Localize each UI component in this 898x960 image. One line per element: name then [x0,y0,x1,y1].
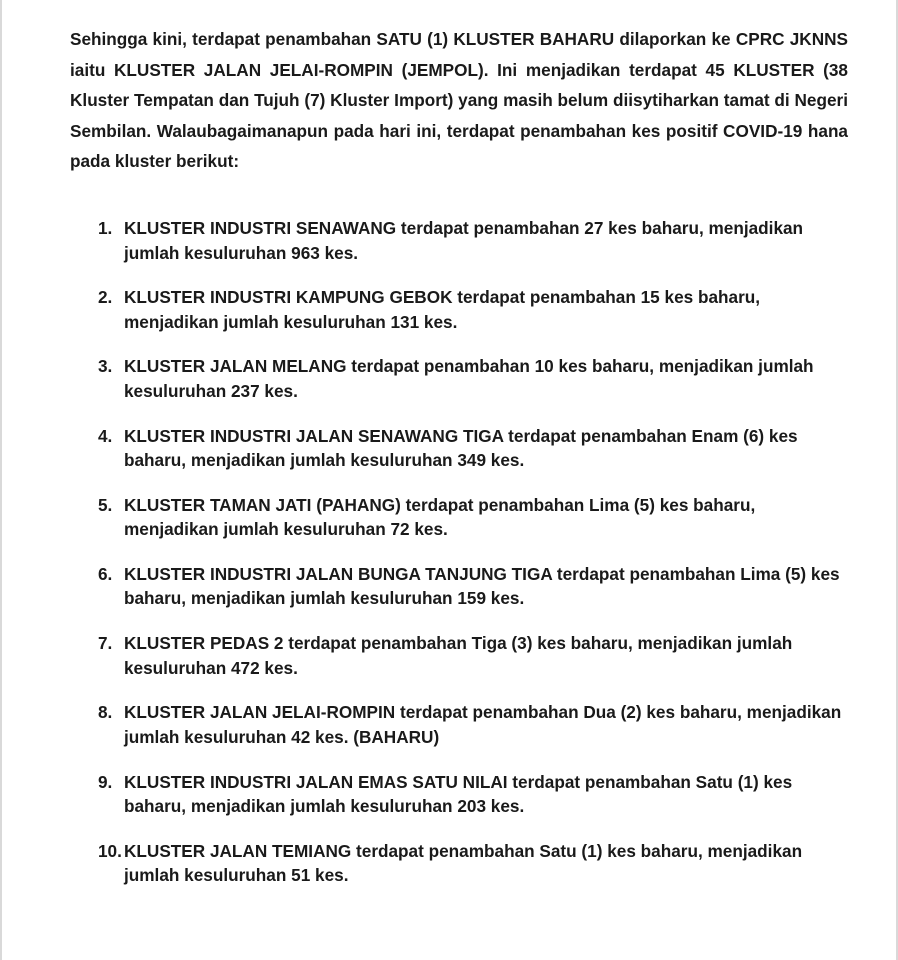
list-item-text: KLUSTER INDUSTRI SENAWANG terdapat penambahan 27 kes baharu, menjadikan jumlah kesuluruhan 963 kes. [124,218,804,263]
list-item-number: 3. [98,356,113,377]
list-item-number: 10. [98,840,122,861]
list-item-text: KLUSTER INDUSTRI KAMPUNG GEBOK terdapat penambahan 15 kes baharu, menjadikan jumlah kesuluruhan 131 kes. [124,287,761,332]
list-item [0,216,898,285]
list-item-text: KLUSTER JALAN TEMIANG terdapat penambahan Satu (1) kes baharu, menjadikan jumlah kesuluruhan 51 kes. [124,840,803,886]
list-item-text: KLUSTER INDUSTRI JALAN SENAWANG TIGA terdapat penambahan Enam (6) kes baharu, menjadikan jumlah kesuluruhan 349 kes. [124,425,798,471]
list-item-number: 7. [98,633,113,654]
list-item-number: 5. [98,494,113,515]
cluster-list [0,216,898,908]
list-item-number: 2. [98,287,113,308]
list-item [0,493,898,562]
list-item [0,285,898,354]
list-item [0,839,898,908]
list-item-number: 4. [98,425,113,446]
list-item-text: KLUSTER INDUSTRI JALAN BUNGA TANJUNG TIGA terdapat penambahan Lima (5) kes baharu, menjadikan jumlah kesuluruhan 159 kes. [124,563,840,609]
list-item-text: KLUSTER PEDAS 2 terdapat penambahan Tiga (3) kes baharu, menjadikan jumlah kesuluruhan 472 kes. [124,633,793,678]
list-item-text: KLUSTER INDUSTRI JALAN EMAS SATU NILAI terdapat penambahan Satu (1) kes baharu, menjadikan jumlah kesuluruhan 203 kes. [124,771,793,816]
intro-paragraph: Sehingga kini, terdapat penambahan SATU (1) KLUSTER BAHARU dilaporkan ke CPRC JKNNS iaitu KLUSTER JALAN JELAI-ROMPIN (JEMPOL). Ini menjadikan terdapat 45 KLUSTER (38 Kluster Tempatan dan Tujuh (7) Kluster Import) yang masih belum diisytiharkan tamat di Negeri Sembilan. Walaubagaimanapun pada hari ini, terdapat penambahan kes positif COVID-19 hana pada kluster berikut: [70,29,848,171]
list-item [0,770,898,839]
list-item-text: KLUSTER TAMAN JATI (PAHANG) terdapat penambahan Lima (5) kes baharu, menjadikan jumlah kesuluruhan 72 kes. [124,494,756,540]
list-item-number: 8. [98,702,113,723]
list-item [0,700,898,769]
list-item [0,424,898,493]
list-item-text: KLUSTER JALAN JELAI-ROMPIN terdapat penambahan Dua (2) kes baharu, menjadikan jumlah kesuluruhan 42 kes. (BAHARU) [124,702,842,747]
list-item-number: 6. [98,563,113,584]
list-item-number: 9. [98,771,113,792]
list-item [0,631,898,700]
list-item-number: 1. [98,218,113,238]
list-item-text: KLUSTER JALAN MELANG terdapat penambahan 10 kes baharu, menjadikan jumlah kesuluruhan 237 kes. [124,356,814,401]
list-item [0,354,898,423]
list-item [0,562,898,631]
